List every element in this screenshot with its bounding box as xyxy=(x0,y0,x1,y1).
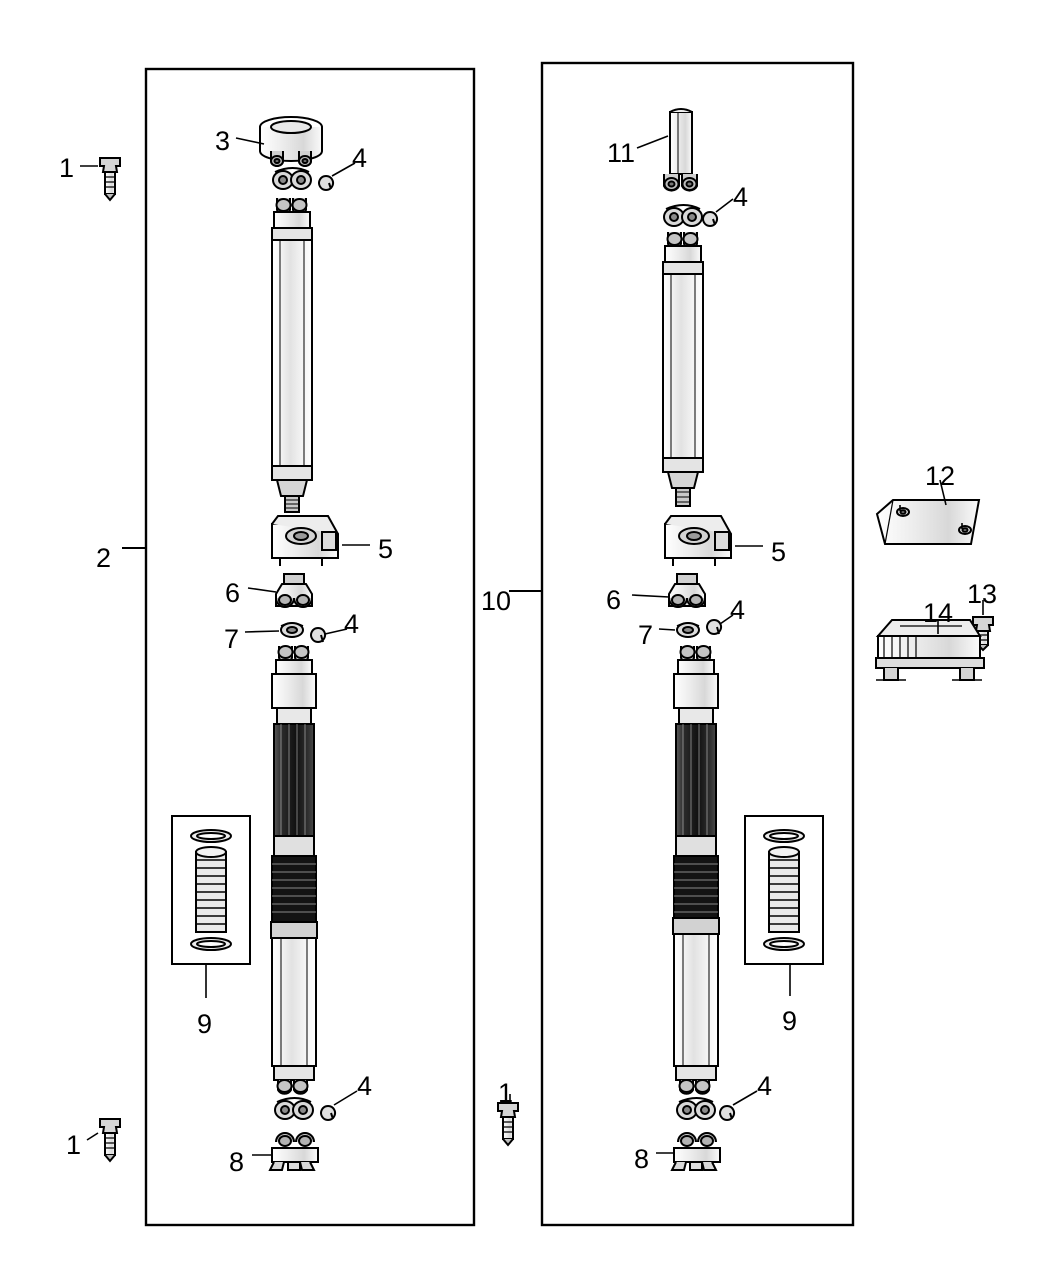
boot-kit-front xyxy=(172,816,250,964)
callout-12: 12 xyxy=(925,461,956,491)
callout-1-upper-left: 1 xyxy=(59,153,75,183)
snap-ring-front xyxy=(281,623,303,637)
callout-5-rear: 5 xyxy=(771,537,787,567)
snap-ring-rear xyxy=(677,623,699,637)
callout-4-mid-right: 4 xyxy=(730,595,746,625)
yoke-flange-3 xyxy=(260,117,322,166)
crossmember-bracket xyxy=(876,620,984,680)
u-joint-strap-kit-mid-left xyxy=(311,628,325,642)
center-bearing-support-rear xyxy=(665,516,731,566)
callout-6-rear: 6 xyxy=(606,585,622,615)
bolt-lower-right xyxy=(498,1103,518,1145)
callout-14: 14 xyxy=(923,598,954,628)
boot-kit-rear xyxy=(745,816,823,964)
rear-shaft-lower xyxy=(673,646,719,1094)
callout-1-lower-right: 1 xyxy=(498,1078,514,1108)
callout-6-front: 6 xyxy=(225,578,241,608)
callout-9-front: 9 xyxy=(197,1009,213,1039)
flange-yoke-rear xyxy=(672,1133,720,1170)
callout-4-top-right: 4 xyxy=(733,182,749,212)
front-shaft-upper-tube xyxy=(272,228,312,512)
front-shaft-lower-assembly xyxy=(271,708,317,1080)
callout-11: 11 xyxy=(607,138,636,168)
callout-13: 13 xyxy=(967,579,998,609)
callout-3: 3 xyxy=(215,126,231,156)
callout-8-front: 8 xyxy=(229,1147,245,1177)
flange-yoke-front xyxy=(270,1133,318,1170)
callout-7-front: 7 xyxy=(224,624,240,654)
bolt-lower-left xyxy=(100,1119,120,1161)
callout-10-group-rear: 10 xyxy=(481,586,512,616)
u-joint-strap-kit-mid-right xyxy=(707,620,721,634)
center-bearing-support-front xyxy=(272,516,338,566)
callout-9-rear: 9 xyxy=(782,1006,798,1036)
callout-1-lower-left: 1 xyxy=(66,1130,82,1160)
callout-4-bottom-left: 4 xyxy=(357,1071,373,1101)
callout-7-rear: 7 xyxy=(638,620,654,650)
callout-4-mid-left: 4 xyxy=(344,609,360,639)
callout-5-front: 5 xyxy=(378,534,394,564)
front-shaft-upper-yoke xyxy=(274,198,310,228)
callout-8-rear: 8 xyxy=(634,1144,650,1174)
bolt-upper-left xyxy=(100,158,120,200)
heat-shield-plate xyxy=(877,500,979,544)
callout-4-bottom-right: 4 xyxy=(757,1071,773,1101)
callout-2-group-front: 2 xyxy=(96,543,112,573)
callout-4-top-left: 4 xyxy=(352,143,368,173)
rear-shaft-upper xyxy=(663,232,703,506)
